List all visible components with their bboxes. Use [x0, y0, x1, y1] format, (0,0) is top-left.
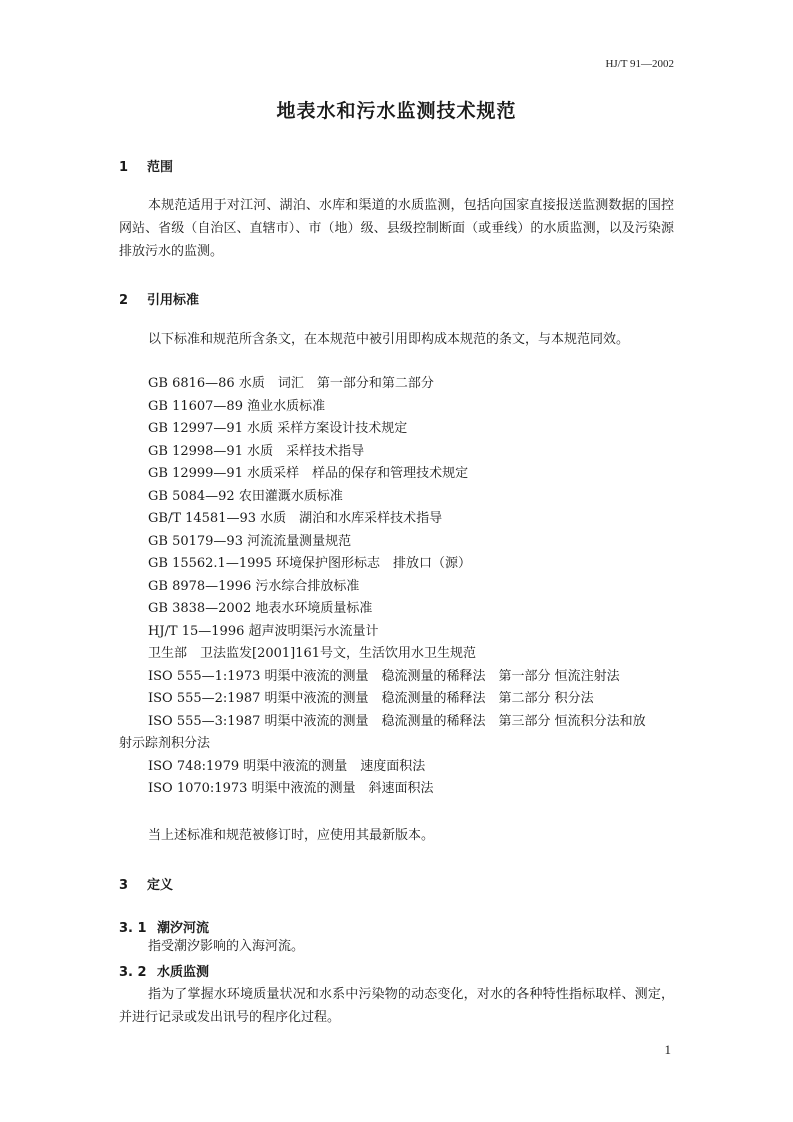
subsection-number: 3. 2 [119, 965, 147, 980]
list-item: GB 12998—91 水质 采样技术指导 [148, 443, 365, 459]
section-1-body: 本规范适用于对江河、湖泊、水库和渠道的水质监测，包括向国家直接报送监测数据的国控网站、省级（自治区、直辖市）、市（地）级、县级控制断面（或垂线）的水质监测，以及污染源排放污水的监测。 [119, 198, 674, 259]
section-title: 定义 [147, 878, 174, 893]
section-1-heading [119, 156, 173, 175]
list-item: GB 15562.1—1995 环境保护图形标志 排放口（源） [148, 556, 472, 571]
referenced-standards-list [119, 373, 674, 801]
list-item: GB 50179—93 河流流量测量规范 [148, 533, 352, 549]
section-number: 2 [119, 293, 129, 308]
subsection-3-2-heading [119, 961, 209, 980]
subsection-title: 潮汐河流 [157, 921, 210, 936]
list-item: ISO 1070:1973 明渠中液流的测量 斜速面积法 [148, 781, 434, 796]
subsection-3-2-body: 指为了掌握水环境质量状况和水系中污染物的动态变化，对水的各种特性指标取样、测定，并进行记录或发出讯号的程序化过程。 [119, 987, 674, 1025]
list-item: ISO 555—2:1987 明渠中液流的测量 稳流测量的稀释法 第二部分 积分法 [148, 691, 594, 706]
list-item: GB/T 14581—93 水质 湖泊和水库采样技术指导 [148, 511, 443, 526]
subsection-title: 水质监测 [157, 965, 210, 980]
subsection-number: 3. 1 [119, 921, 147, 936]
section-2-closing: 当上述标准和规范被修订时，应使用其最新版本。 [148, 828, 435, 843]
section-title: 引用标准 [147, 293, 200, 308]
section-2-intro: 以下标准和规范所含条文，在本规范中被引用即构成本规范的条文，与本规范同效。 [148, 332, 630, 347]
subsection-3-1-body: 指受潮汐影响的入海河流。 [148, 939, 305, 954]
section-2-heading [119, 289, 199, 308]
list-item: GB 8978—1996 污水综合排放标准 [148, 578, 360, 594]
section-number: 1 [119, 160, 129, 175]
page-title: 地表水和污水监测技术规范 [276, 100, 517, 122]
section-3-heading [119, 874, 173, 893]
section-number: 3 [119, 878, 129, 893]
list-item: GB 6816—86 水质 词汇 第一部分和第二部分 [148, 376, 434, 391]
list-item: GB 5084—92 农田灌溉水质标准 [148, 488, 343, 504]
standard-code: HJ/T 91—2002 [605, 58, 674, 70]
list-item: ISO 555—1:1973 明渠中液流的测量 稳流测量的稀释法 第一部分 恒流注射法 [148, 668, 620, 684]
subsection-3-1-heading [119, 917, 209, 936]
page-number: 1 [664, 1042, 671, 1057]
list-item: GB 11607—89 渔业水质标准 [148, 398, 326, 414]
list-item: HJ/T 15—1996 超声波明渠污水流量计 [148, 623, 379, 639]
list-item-continuation: 射示踪剂积分法 [119, 736, 211, 751]
list-item: 卫生部 卫法监发[2001]161号文，生活饮用水卫生规范 [148, 646, 477, 661]
list-item: GB 3838—2002 地表水环境质量标准 [148, 601, 373, 616]
list-item: ISO 555—3:1987 明渠中液流的测量 稳流测量的稀释法 第三部分 恒流积分法和放 [148, 713, 646, 729]
list-item: ISO 748:1979 明渠中液流的测量 速度面积法 [148, 758, 426, 774]
list-item: GB 12997—91 水质 采样方案设计技术规定 [148, 421, 408, 436]
list-item: GB 12999—91 水质采样 样品的保存和管理技术规定 [148, 466, 469, 481]
section-title: 范围 [147, 160, 174, 175]
